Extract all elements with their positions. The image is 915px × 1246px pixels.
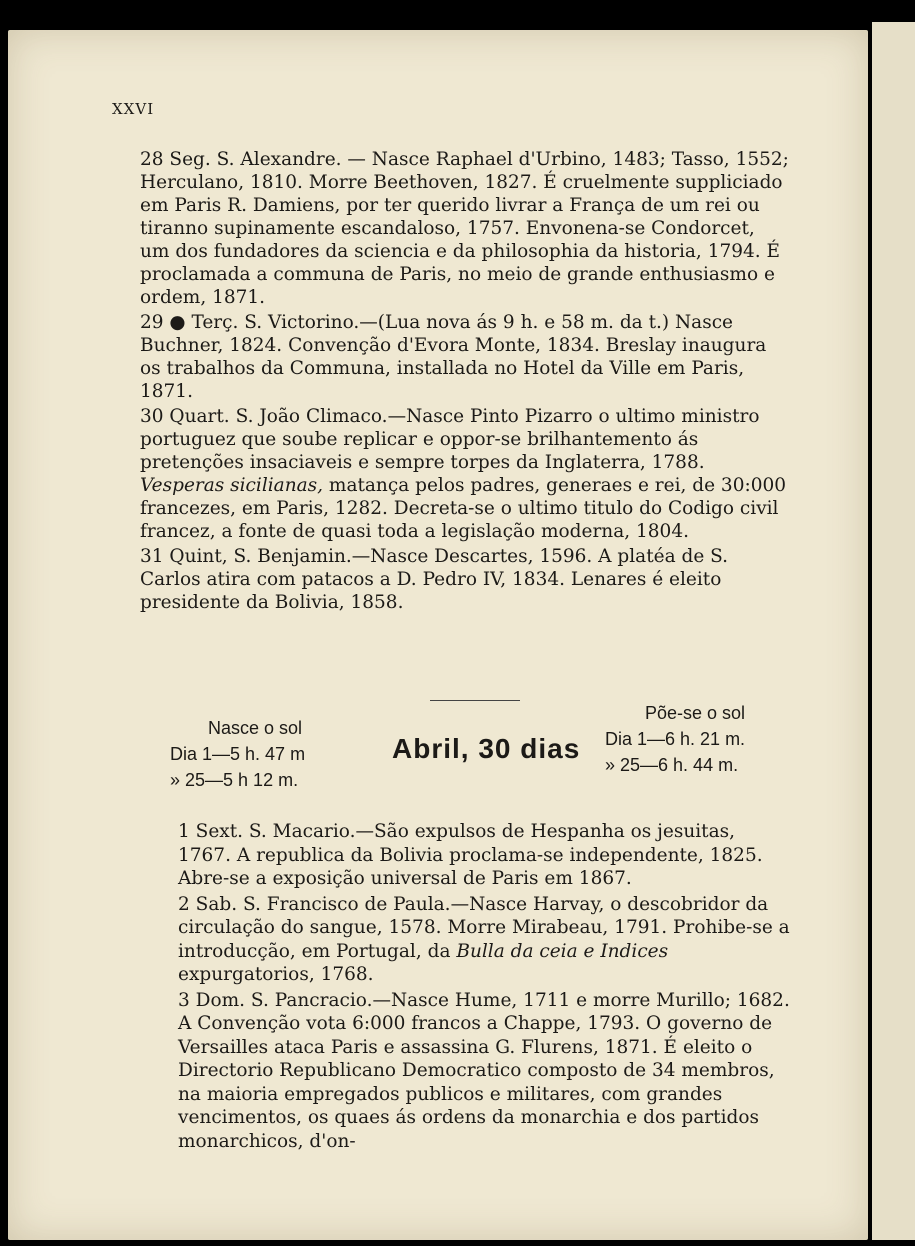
sunset-label: Põe-se o sol bbox=[645, 703, 746, 723]
sunset-block bbox=[605, 700, 745, 778]
section-divider bbox=[430, 700, 520, 701]
entry-april-2-italic: Bulla da ceia e Indices bbox=[456, 940, 669, 962]
sunrise-block bbox=[170, 715, 305, 793]
entry-april-2 bbox=[178, 893, 793, 987]
sunset-line-2: » 25—6 h. 44 m. bbox=[605, 755, 739, 775]
entry-march-31: 31 Quint, S. Benjamin.—Nasce Descartes, 1596. A platéa de S. Carlos atira com patacos a D. Pedro IV, 1834. Lenares é eleito presidente da Bolivia, 1858. bbox=[140, 546, 729, 613]
sunrise-line-1: Dia 1—5 h. 47 m bbox=[170, 744, 306, 764]
sunrise-label: Nasce o sol bbox=[208, 718, 303, 738]
entry-april-1: 1 Sext. S. Macario.—São expulsos de Hespanha os jesuitas, 1767. A republica da Bolivia proclama-se independente, 1825. Abre-se a exposição universal de Paris em 1867. bbox=[178, 821, 763, 889]
april-entries bbox=[178, 820, 793, 1155]
entry-march-30-rest: matança pelos padres, generaes e rei, de 30:000 francezes, em Paris, 1282. Decreta-se o ultimo titulo do Codigo civil francez, a fonte de quasi toda a legislação moderna, 1804. bbox=[140, 475, 787, 542]
page-number: XXVI bbox=[112, 100, 155, 118]
entry-march-30-text: 30 Quart. S. João Climaco.—Nasce Pinto Pizarro o ultimo ministro portuguez que soube replicar e oppor-se brilhantemento ás pretenções insaciaveis e sempre torpes da Inglaterra, 1788. bbox=[140, 406, 760, 473]
entry-march-29: 29 ● Terç. S. Victorino.—(Lua nova ás 9 h. e 58 m. da t.) Nasce Buchner, 1824. Convenção d'Evora Monte, 1834. Breslay inaugura os trabalhos da Communa, installada no Hotel da Ville em Paris, 1871. bbox=[140, 312, 767, 402]
entry-march-28: 28 Seg. S. Alexandre. — Nasce Raphael d'Urbino, 1483; Tasso, 1552; Herculano, 1810. Morre Beethoven, 1827. É cruelmente suppliciado em Paris R. Damiens, por ter querido livrar a França de um rei ou tiranno supinamente escandaloso, 1757. Envonena-se Condorcet, um dos fundadores da sciencia e da philosophia da historia, 1794. É proclamada a communa de Paris, no meio de grande enthusiasmo e ordem, 1871. bbox=[140, 149, 789, 308]
month-title: Abril, 30 dias bbox=[392, 733, 581, 764]
entry-march-30 bbox=[140, 405, 790, 543]
entry-april-3: 3 Dom. S. Pancracio.—Nasce Hume, 1711 e morre Murillo; 1682. A Convenção vota 6:000 francos a Chappe, 1793. O governo de Versailles ataca Paris e assassina G. Flurens, 1871. É eleito o Directorio Republicano Democratico composto de 34 membros, na maioria empregados publicos e militares, com grandes vencimentos, os quaes ás ordens da monarchia e dos partidos monarchicos, d'on- bbox=[178, 989, 790, 1152]
entry-march-30-italic: Vesperas sicilianas, bbox=[140, 475, 324, 496]
entry-april-2-end: expurgatorios, 1768. bbox=[178, 964, 374, 985]
entry-april-2-start: 2 Sab. S. Francisco de Paula.—Nasce Harvay, o descobridor da circulação do sangue, 1578. Morre Mirabeau, 1791. Prohibe-se a introducção, em Portugal, da bbox=[178, 893, 790, 962]
sunset-line-1: Dia 1—6 h. 21 m. bbox=[605, 729, 746, 749]
adjacent-page-edge bbox=[872, 22, 915, 1240]
march-entries bbox=[140, 148, 790, 616]
sunrise-line-2: » 25—5 h 12 m. bbox=[170, 770, 299, 790]
